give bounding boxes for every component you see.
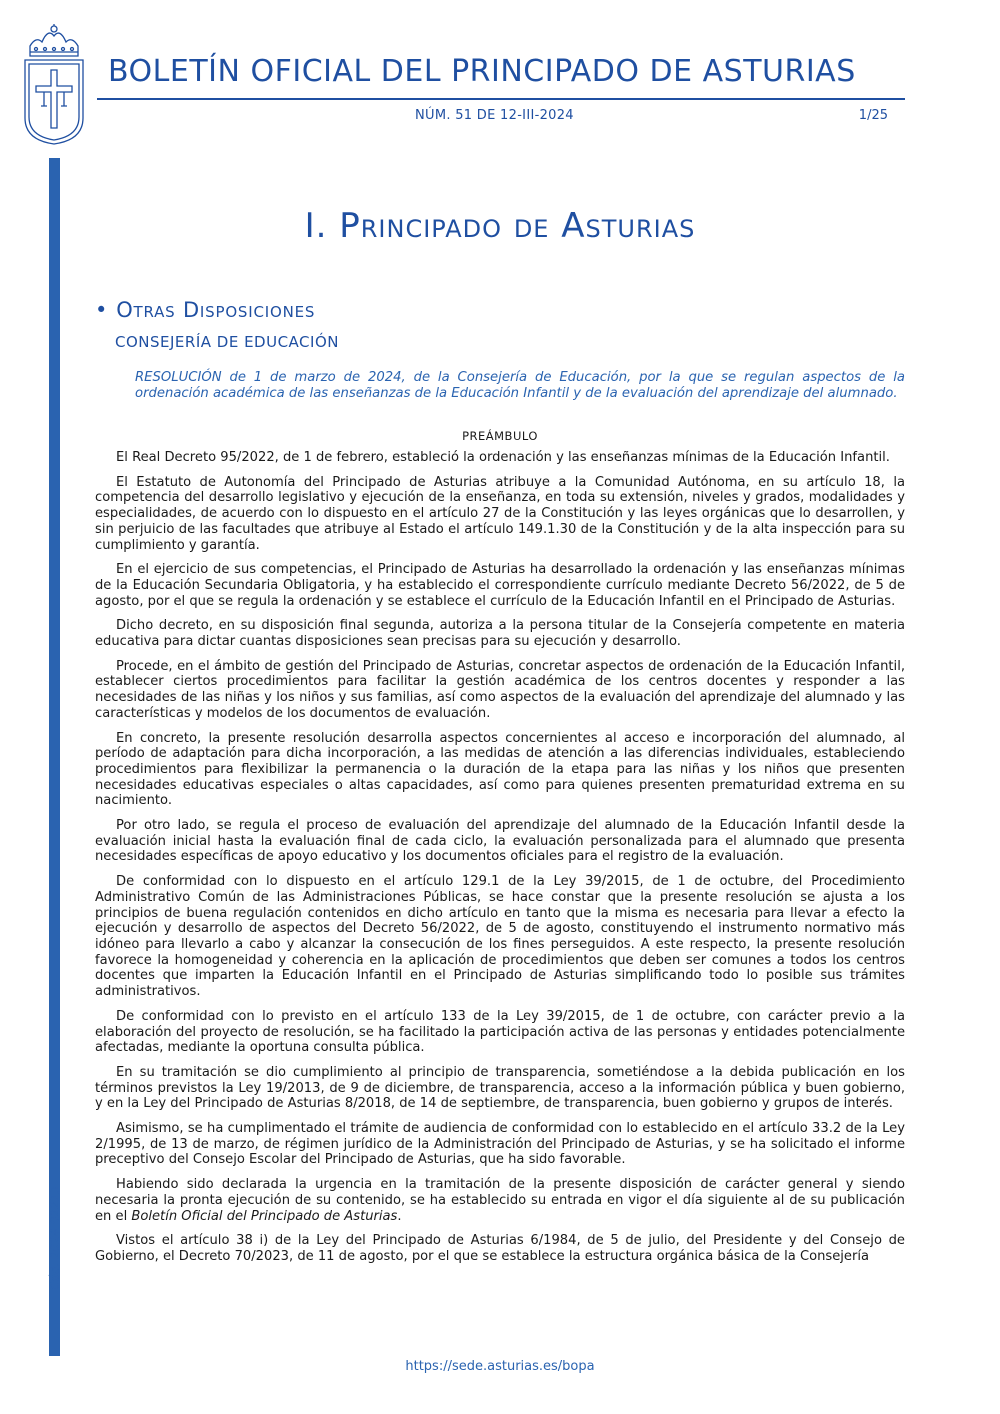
- bullet-icon: •: [95, 298, 109, 322]
- body-paragraph: En concreto, la presente resolución desarrolla aspectos concernientes al acceso e incorporación del alumnado, al período de adaptación para dicha incorporación, a las medidas de atención a las diferencias individuales, estableciendo procedimientos para flexibilizar la permanencia o la duración de la etapa para las niñas y los niños que presenten necesidades educativas especiales o altas capacidades, así como para quienes presenten prematuridad extrema en su nacimiento.: [95, 730, 905, 809]
- body-paragraph: En su tramitación se dio cumplimiento al principio de transparencia, sometiéndose a la debida publicación en los términos previstos la Ley 19/2013, de 9 de diciembre, de transparencia, acceso a la información pública y buen gobierno, y en la Ley del Principado de Asturias 8/2018, de 14 de septiembre, de transparencia, buen gobierno y grupos de interés.: [95, 1064, 905, 1112]
- body-paragraph: Asimismo, se ha cumplimentado el trámite de audiencia de conformidad con lo establecido en el artículo 33.2 de la Ley 2/1995, de 13 de marzo, de régimen jurídico de la Administración del Principado de Asturias, y se ha solicitado el informe preceptivo del Consejo Escolar del Principado de Asturias, que ha sido favorable.: [95, 1121, 905, 1168]
- issue-number: NÚM. 51 DE 12-III-2024: [415, 108, 574, 123]
- body-paragraph: Procede, en el ámbito de gestión del Principado de Asturias, concretar aspectos de ordenación de la Educación Infantil, establecer ciertos procedimientos para facilitar la gestión académica de los centros docentes y responder a las necesidades de las niñas y los niños y sus familias, así como aspectos de la evaluación del aprendizaje del alumnado y las características y modelos de los documentos de evaluación.: [95, 658, 905, 721]
- bulletin-masthead: BOLETÍN OFICIAL DEL PRINCIPADO DE ASTURIAS: [108, 54, 856, 89]
- header-divider: [97, 98, 905, 100]
- body-paragraph: Por otro lado, se regula el proceso de evaluación del aprendizaje del alumnado de la Educación Infantil desde la evaluación inicial hasta la evaluación final de cada ciclo, la evaluación personalizada para el alumnado que presenta necesidades específicas de apoyo educativo y los documentos oficiales para el registro de la evaluación.: [95, 818, 905, 865]
- preamble-heading: PREÁMBULO: [462, 429, 538, 443]
- subsection-title: [95, 298, 315, 322]
- urgency-paragraph: [95, 1177, 905, 1224]
- left-color-bar: [49, 158, 60, 1356]
- body-paragraph: El Estatuto de Autonomía del Principado de Asturias atribuye a la Comunidad Autónoma, en su artículo 18, la competencia del desarrollo legislativo y ejecución de la enseñanza, en toda su extensión, niveles y grados, modalidades y especialidades, de acuerdo con lo dispuesto en el artículo 27 de la Constitución y las leyes orgánicas que lo desarrollen, y sin perjuicio de las facultades que atribuye al Estado el artículo 149.1.30 de la Constitución y de la alta inspección para su cumplimiento y garantía.: [95, 474, 905, 553]
- body-paragraph: De conformidad con lo dispuesto en el artículo 129.1 de la Ley 39/2015, de 1 de octubre, del Procedimiento Administrativo Común de las Administraciones Públicas, se hace constar que la presente resolución se ajusta a los principios de buena regulación contenidos en dicho artículo en tanto que la misma es necesaria para llevar a efecto la ejecución y desarrollo de aspectos del Decreto 56/2022, de 5 de agosto, constituyendo el instrumento normativo más idóneo para llevarlo a cabo y alcanzar la consecución de los fines perseguidos. A este respecto, la presente resolución favorece la homogeneidad y coherencia en la aplicación de procedimientos que deben ser comunes a todos los centros docentes que imparten la Educación Infantil en el Principado de Asturias simplificando todo lo posible sus trámites administrativos.: [95, 874, 905, 1000]
- body-paragraph: Vistos el artículo 38 i) de la Ley del Principado de Asturias 6/1984, de 5 de julio, del Presidente y del Consejo de Gobierno, el Decreto 70/2023, de 11 de agosto, por el que se establece la estructura orgánica básica de la Consejería: [95, 1233, 905, 1264]
- asturias-crest-icon: [22, 22, 86, 146]
- page-number: 1/25: [858, 108, 888, 123]
- section-title: I. Principado de Asturias: [304, 206, 696, 246]
- footer-url-link[interactable]: https://sede.asturias.es/bopa: [405, 1359, 595, 1374]
- body-paragraph: En el ejercicio de sus competencias, el Principado de Asturias ha desarrollado la ordenación y las enseñanzas mínimas de la Educación Secundaria Obligatoria, y ha establecido el correspondiente currículo mediante Decreto 56/2022, de 5 de agosto, por el que se regula la ordenación y se establece el currículo de la Educación Infantil en el Principado de Asturias.: [95, 562, 905, 609]
- body-paragraph: De conformidad con lo previsto en el artículo 133 de la Ley 39/2015, de 1 de octubre, con carácter previo a la elaboración del proyecto de resolución, se ha facilitado la participación activa de las personas y entidades potencialmente afectadas, mediante la oportuna consulta pública.: [95, 1008, 905, 1056]
- urgency-text: Habiendo sido declarada la urgencia en la tramitación de la presente disposición de carácter general y siendo necesaria la pronta ejecución de su contenido, se ha establecido su entrada en vigor el día siguiente al de su publicación en el: [95, 1177, 905, 1224]
- resolution-summary: RESOLUCIÓN de 1 de marzo de 2024, de la Consejería de Educación, por la que se regulan aspectos de la ordenación académica de las enseñanzas de la Educación Infantil y de la evaluación del aprendizaje del alumnado.: [135, 370, 905, 401]
- body-paragraph: El Real Decreto 95/2022, de 1 de febrero, estableció la ordenación y las enseñanzas mínimas de la Educación Infantil.: [116, 450, 890, 465]
- subsection-label: Otras Disposiciones: [116, 298, 316, 322]
- department-name: CONSEJERÍA DE EDUCACIÓN: [115, 333, 339, 351]
- bulletin-name-italic: Boletín Oficial del Principado de Asturias: [131, 1208, 398, 1224]
- document-code: Cód. 2024-02213: [48, 1185, 62, 1290]
- document-body: [95, 450, 905, 1274]
- urgency-end: .: [397, 1208, 402, 1224]
- body-paragraph: Dicho decreto, en su disposición final segunda, autoriza a la persona titular de la Consejería competente en materia educativa para dictar cuantas disposiciones sean precisas para su ejecución y desarrollo.: [95, 618, 905, 650]
